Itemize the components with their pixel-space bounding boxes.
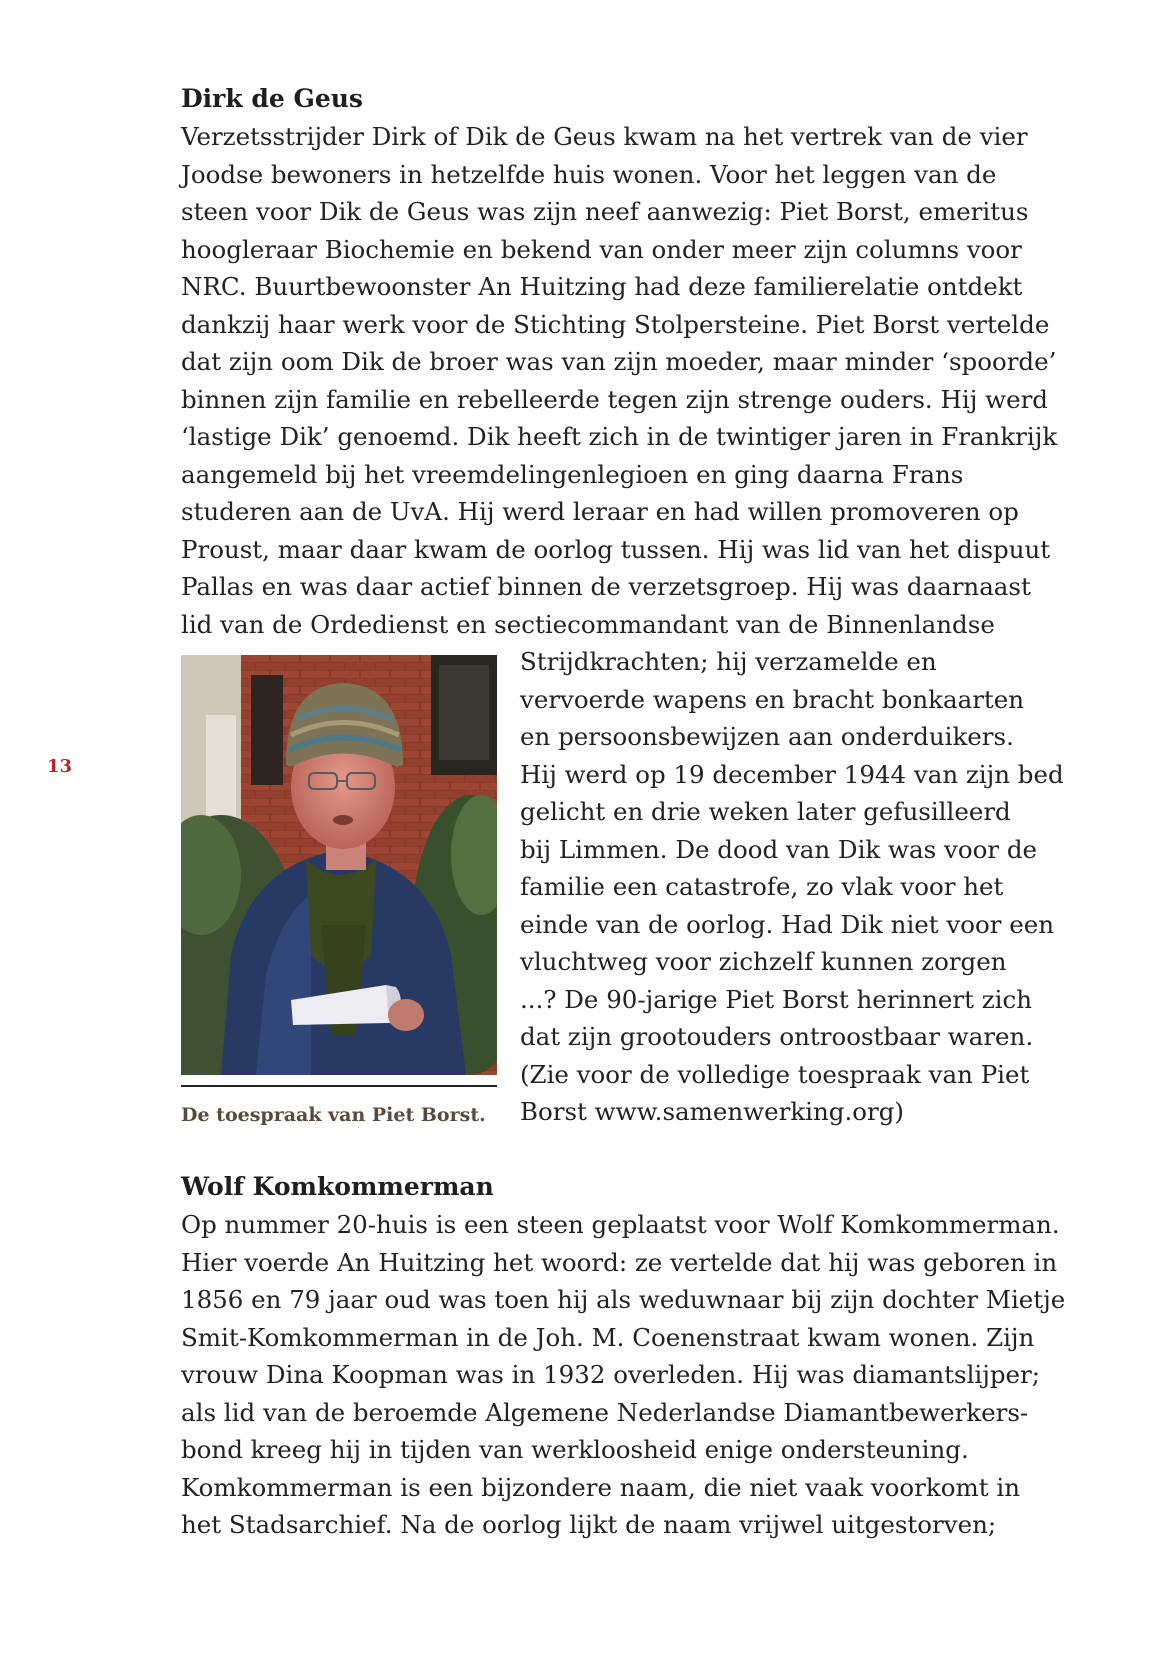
body-line: ...? De 90-jarige Piet Borst herinnert zich	[520, 984, 1032, 1014]
body-line: Hij werd op 19 december 1944 van zijn bed	[520, 759, 1064, 789]
caption-divider	[181, 1085, 497, 1087]
body-line: aangemeld bij het vreemdelingenlegioen en ging daarna Frans	[181, 459, 964, 489]
body-line: familie een catastrofe, zo vlak voor het	[520, 872, 1004, 901]
body-line: Proust, maar daar kwam de oorlog tussen. Hij was lid van het dispuut	[181, 534, 1051, 564]
body-line: Op nummer 20-huis is een steen geplaatst voor Wolf Komkommerman.	[181, 1210, 1060, 1239]
body-line: Borst www.samenwerking.org)	[520, 1097, 904, 1126]
body-line: ‘lastige Dik’ genoemd. Dik heeft zich in de twintiger jaren in Frankrijk	[181, 422, 1058, 451]
body-line: Hier voerde An Huitzing het woord: ze vertelde dat hij was geboren in	[181, 1247, 1058, 1277]
body-line: lid van de Ordedienst en sectiecommandant van de Binnenlandse	[181, 609, 995, 639]
body-line: NRC. Buurtbewoonster An Huitzing had deze familierelatie ontdekt	[181, 272, 1023, 301]
body-line: dankzij haar werk voor de Stichting Stolpersteine. Piet Borst vertelde	[181, 309, 1050, 339]
body-line: steen voor Dik de Geus was zijn neef aanwezig: Piet Borst, emeritus	[181, 197, 1029, 226]
body-line: vrouw Dina Koopman was in 1932 overleden. Hij was diamantslijper;	[181, 1360, 1040, 1389]
body-line: bond kreeg hij in tijden van werkloosheid enige ondersteuning.	[181, 1435, 969, 1464]
body-line: Komkommerman is een bijzondere naam, die niet vaak voorkomt in	[181, 1472, 1020, 1502]
body-line: vluchtweg voor zichzelf kunnen zorgen	[520, 947, 1007, 976]
body-line: binnen zijn familie en rebelleerde tegen zijn strenge ouders. Hij werd	[181, 384, 1048, 414]
body-line: dat zijn oom Dik de broer was van zijn moeder, maar minder ‘spoorde’	[181, 347, 1057, 376]
body-line: 1856 en 79 jaar oud was toen hij als weduwnaar bij zijn dochter Mietje	[181, 1285, 1066, 1314]
body-line: einde van de oorlog. Had Dik niet voor een	[520, 909, 1055, 939]
body-line: bij Limmen. De dood van Dik was voor de	[520, 834, 1038, 864]
body-line: het Stadsarchief. Na de oorlog lijkt de naam vrijwel uitgestorven;	[181, 1510, 997, 1539]
body-line: Strijdkrachten; hij verzamelde en	[520, 647, 937, 676]
wolf-komkommerman-body	[181, 1206, 1065, 1544]
body-line: als lid van de beroemde Algemene Nederlandse Diamantbewerkers-	[181, 1397, 1029, 1427]
body-line: Pallas en was daar actief binnen de verzetsgroep. Hij was daarnaast	[181, 572, 1031, 601]
section-title-dirk-de-geus: Dirk de Geus	[181, 84, 363, 113]
photo-caption: De toespraak van Piet Borst.	[181, 1104, 486, 1126]
dirk-de-geus-body	[181, 118, 1057, 643]
body-line: (Zie voor de volledige toespraak van Piet	[520, 1059, 1030, 1089]
dirk-de-geus-body-narrow	[520, 643, 1064, 1131]
body-line: gelicht en drie weken later gefusilleerd	[520, 797, 1011, 826]
body-line: studeren aan de UvA. Hij werd leraar en had willen promoveren op	[181, 497, 1019, 526]
page-number: 13	[47, 756, 73, 777]
body-line: vervoerde wapens en bracht bonkaarten	[520, 684, 1025, 714]
body-line: hoogleraar Biochemie en bekend van onder meer zijn columns voor	[181, 234, 1022, 264]
body-line: en persoonsbewijzen aan onderduikers.	[520, 722, 1014, 751]
section-title-wolf-komkommerman: Wolf Komkommerman	[181, 1172, 494, 1201]
body-line: Smit-Komkommerman in de Joh. M. Coenenstraat kwam wonen. Zijn	[181, 1322, 1035, 1352]
body-line: Verzetsstrijder Dirk of Dik de Geus kwam na het vertrek van de vier	[181, 122, 1028, 151]
photo-piet-borst	[181, 655, 497, 1075]
body-line: dat zijn grootouders ontroostbaar waren.	[520, 1022, 1034, 1051]
body-line: Joodse bewoners in hetzelfde huis wonen. Voor het leggen van de	[181, 159, 997, 189]
